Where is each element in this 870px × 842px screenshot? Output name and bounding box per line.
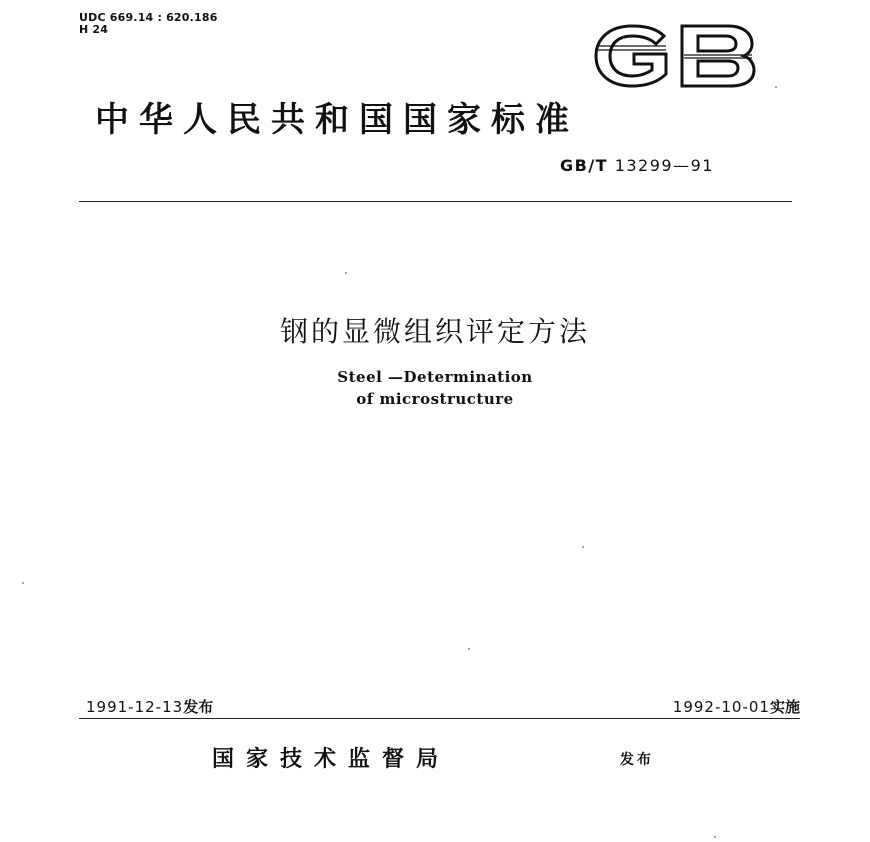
english-title-line-1: Steel —Determination bbox=[337, 368, 533, 386]
gb-logo bbox=[590, 22, 760, 90]
standard-code: GB/T bbox=[560, 156, 609, 175]
scan-speck bbox=[345, 272, 347, 274]
scan-speck bbox=[775, 86, 777, 88]
issuing-action: 发布 bbox=[620, 752, 654, 768]
udc-block bbox=[79, 12, 218, 36]
footer-divider bbox=[79, 718, 800, 719]
scan-speck bbox=[22, 582, 24, 584]
english-title bbox=[0, 366, 870, 410]
standard-number bbox=[560, 156, 714, 175]
implement-date-block bbox=[673, 696, 800, 717]
standard-serial: 13299—91 bbox=[614, 156, 714, 175]
issue-date-block bbox=[86, 696, 213, 717]
scan-speck bbox=[582, 546, 584, 548]
issue-label: 发布 bbox=[183, 698, 214, 716]
udc-number: UDC 669.14 : 620.186 bbox=[79, 11, 218, 24]
header-divider bbox=[79, 201, 792, 202]
scan-speck bbox=[714, 836, 716, 838]
implement-label: 实施 bbox=[769, 698, 800, 716]
chinese-title: 钢的显微组织评定方法 bbox=[279, 315, 590, 348]
issue-date: 1991-12-13 bbox=[86, 698, 184, 716]
date-row bbox=[86, 696, 800, 720]
english-title-line-2: of microstructure bbox=[356, 390, 514, 408]
scan-speck bbox=[468, 648, 470, 650]
implement-date: 1992-10-01 bbox=[672, 698, 770, 716]
classification-code: H 24 bbox=[79, 23, 109, 36]
national-standard-title: 中华人民共和国国家标准 bbox=[95, 100, 579, 140]
issuing-authority: 国家技术监督局 bbox=[212, 746, 451, 772]
